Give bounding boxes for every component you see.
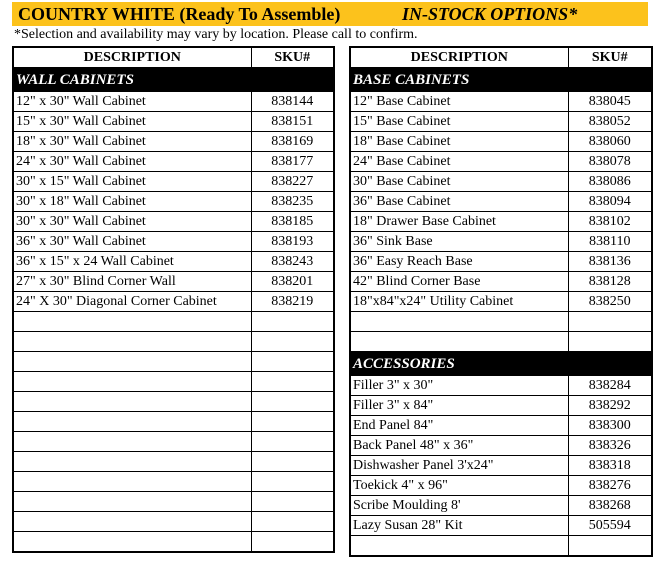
item-description: 36" x 30" Wall Cabinet [13,232,251,252]
table-row [350,92,652,112]
item-description: 24" x 30" Wall Cabinet [13,152,251,172]
table-row [13,412,334,432]
page-title: COUNTRY WHITE (Ready To Assemble) [18,4,341,24]
item-sku [568,332,652,352]
item-sku [251,452,334,472]
item-sku: 838268 [568,496,652,516]
item-description [13,492,251,512]
table-row [350,476,652,496]
table-row [350,516,652,536]
item-sku [251,372,334,392]
item-sku: 838250 [568,292,652,312]
item-description: 36" Sink Base [350,232,568,252]
table-row [350,496,652,516]
description-header: DESCRIPTION [13,47,251,68]
item-description [13,452,251,472]
table-row [13,112,334,132]
item-sku: 838201 [251,272,334,292]
item-sku: 838151 [251,112,334,132]
section-header-accessories [350,352,652,376]
item-description: 18" x 30" Wall Cabinet [13,132,251,152]
table-row [13,372,334,392]
table-row [350,456,652,476]
item-sku: 505594 [568,516,652,536]
item-description: Back Panel 48" x 36" [350,436,568,456]
table-row [350,112,652,132]
item-description: Dishwasher Panel 3'x24" [350,456,568,476]
item-description [13,332,251,352]
table-row [13,472,334,492]
item-description: 30" Base Cabinet [350,172,568,192]
item-description: Filler 3" x 84" [350,396,568,416]
table-row [13,392,334,412]
table-row [350,536,652,557]
item-description [13,312,251,332]
item-sku: 838219 [251,292,334,312]
table-row [350,152,652,172]
item-sku: 838235 [251,192,334,212]
item-description: 15" Base Cabinet [350,112,568,132]
item-description [13,412,251,432]
table-row [13,132,334,152]
description-header: DESCRIPTION [350,47,568,68]
disclaimer: *Selection and availability may vary by location. Please call to confirm. [14,27,418,42]
table-row [13,312,334,332]
title-bar [12,2,648,26]
item-sku [251,412,334,432]
item-sku: 838284 [568,376,652,396]
item-sku: 838144 [251,92,334,112]
item-sku [251,472,334,492]
item-sku: 838052 [568,112,652,132]
table-row [350,212,652,232]
item-description: 36" x 15" x 24 Wall Cabinet [13,252,251,272]
item-description: 18" Base Cabinet [350,132,568,152]
sku-header: SKU# [568,47,652,68]
section-header-wall-cabinets [13,68,334,92]
table-row [13,532,334,553]
item-description: 27" x 30" Blind Corner Wall [13,272,251,292]
item-description [13,512,251,532]
item-description [13,352,251,372]
table-row [13,512,334,532]
sku-header: SKU# [251,47,334,68]
item-description: Lazy Susan 28" Kit [350,516,568,536]
item-sku [568,536,652,557]
table-row [13,212,334,232]
item-sku: 838045 [568,92,652,112]
table-row [13,92,334,112]
item-sku: 838185 [251,212,334,232]
item-description: 36" Easy Reach Base [350,252,568,272]
table-row [350,436,652,456]
item-description: 24" X 30" Diagonal Corner Cabinet [13,292,251,312]
table-row [13,292,334,312]
item-sku: 838102 [568,212,652,232]
item-description: 42" Blind Corner Base [350,272,568,292]
item-sku [251,332,334,352]
base-accessories-table [349,46,653,557]
table-row [350,332,652,352]
table-row [13,452,334,472]
item-sku: 838128 [568,272,652,292]
table-row [350,376,652,396]
section-title: BASE CABINETS [350,68,652,92]
item-description [13,392,251,412]
item-sku: 838292 [568,396,652,416]
item-description [13,432,251,452]
item-description: 30" x 15" Wall Cabinet [13,172,251,192]
section-title: ACCESSORIES [350,352,652,376]
item-description: 24" Base Cabinet [350,152,568,172]
table-row [13,432,334,452]
table-row [350,292,652,312]
table-row [350,232,652,252]
table-row [13,352,334,372]
item-description: 36" Base Cabinet [350,192,568,212]
item-description [350,536,568,557]
item-sku: 838326 [568,436,652,456]
section-title: WALL CABINETS [13,68,334,92]
item-sku [251,352,334,372]
table-row [350,132,652,152]
table-header-row [350,47,652,68]
table-row [350,416,652,436]
table-row [13,192,334,212]
item-sku: 838243 [251,252,334,272]
item-sku: 838060 [568,132,652,152]
item-sku: 838169 [251,132,334,152]
item-sku: 838086 [568,172,652,192]
item-sku: 838300 [568,416,652,436]
table-row [13,172,334,192]
table-row [350,192,652,212]
item-description: 12" Base Cabinet [350,92,568,112]
item-description: 30" x 30" Wall Cabinet [13,212,251,232]
item-description [13,372,251,392]
item-sku [251,512,334,532]
item-sku: 838136 [568,252,652,272]
item-description: 18" Drawer Base Cabinet [350,212,568,232]
item-description: 30" x 18" Wall Cabinet [13,192,251,212]
item-sku: 838078 [568,152,652,172]
table-row [350,312,652,332]
item-sku [251,392,334,412]
table-row [350,172,652,192]
item-sku: 838094 [568,192,652,212]
item-description: Filler 3" x 30" [350,376,568,396]
item-sku: 838193 [251,232,334,252]
item-sku: 838227 [251,172,334,192]
item-description: Scribe Moulding 8' [350,496,568,516]
page-subtitle: IN-STOCK OPTIONS* [402,4,578,24]
item-sku [251,532,334,553]
wall-cabinets-table [12,46,335,553]
item-description: 18"x84"x24" Utility Cabinet [350,292,568,312]
item-sku [251,312,334,332]
item-sku [251,432,334,452]
section-header-base-cabinets [350,68,652,92]
table-row [350,272,652,292]
item-description [350,332,568,352]
item-description [13,532,251,553]
item-description: 15" x 30" Wall Cabinet [13,112,251,132]
item-description [350,312,568,332]
item-description [13,472,251,492]
item-sku [568,312,652,332]
table-row [350,396,652,416]
table-row [13,332,334,352]
item-sku: 838110 [568,232,652,252]
table-row [13,152,334,172]
table-row [13,252,334,272]
item-sku: 838318 [568,456,652,476]
item-sku: 838276 [568,476,652,496]
table-row [13,272,334,292]
table-row [13,492,334,512]
item-description: End Panel 84" [350,416,568,436]
item-description: Toekick 4" x 96" [350,476,568,496]
table-header-row [13,47,334,68]
item-sku: 838177 [251,152,334,172]
table-row [13,232,334,252]
item-description: 12" x 30" Wall Cabinet [13,92,251,112]
table-row [350,252,652,272]
item-sku [251,492,334,512]
